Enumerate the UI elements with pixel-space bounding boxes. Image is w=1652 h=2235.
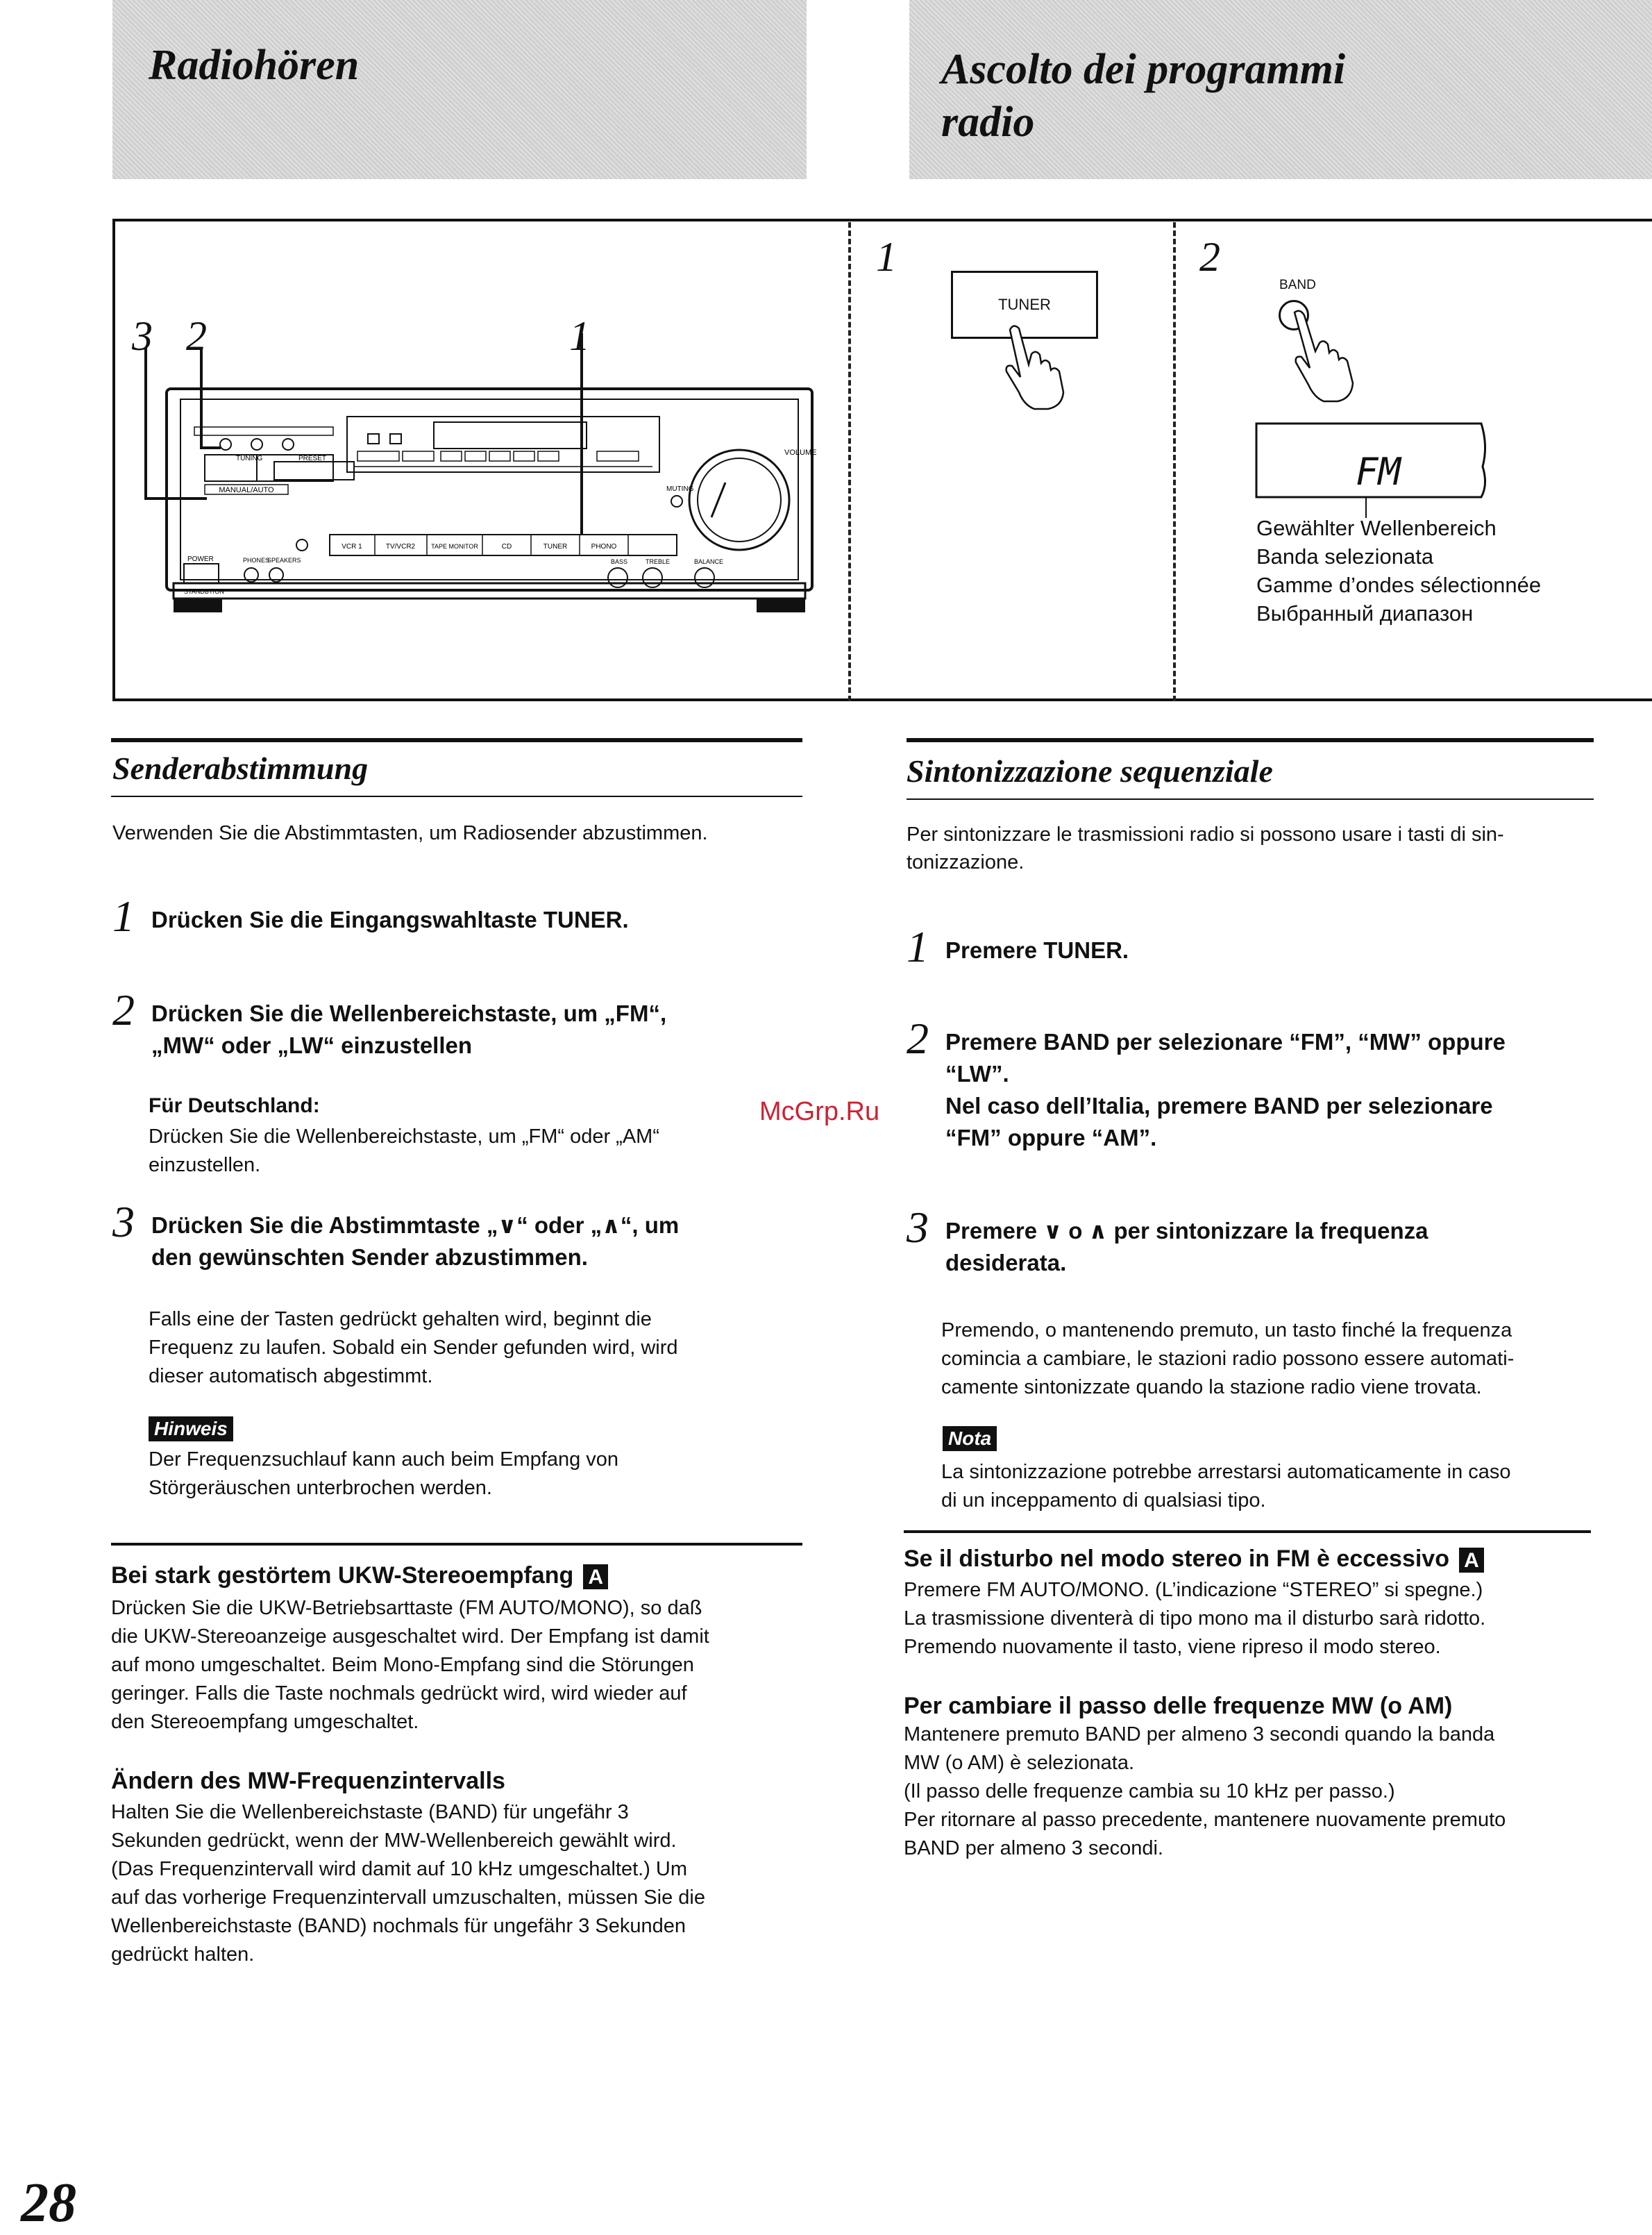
it-sub-rule (904, 1530, 1591, 1533)
de-step-3 (112, 1197, 680, 1273)
de-note-line2: Störgeräuschen unterbrochen werden. (149, 1477, 492, 1499)
de-step-1 (112, 892, 629, 941)
de-note-body (149, 1446, 800, 1502)
it-step-3-line2: desiderata. (945, 1250, 1067, 1275)
de-sub2-line4: auf das vorherige Frequenzintervall umzuschalten, müssen Sie die (111, 1886, 705, 1909)
it-sub1-line3: Premendo nuovamente il tasto, viene ripreso il modo stereo. (904, 1636, 1441, 1658)
it-step-2-line4: “FM” oppure “AM”. (945, 1125, 1157, 1150)
de-step-3-line2: den gewünschten Sender abzustimmen. (151, 1244, 588, 1270)
tv-label: TV/VCR2 (385, 543, 416, 551)
de-sub2-line1: Halten Sie die Wellenbereichstaste (BAND) für ungefähr 3 (111, 1801, 629, 1823)
bass-label: BASS (611, 558, 628, 565)
de-sub2-body (111, 1798, 800, 1969)
de-step-2-text (151, 989, 666, 1062)
figure-step-2-number: 2 (1199, 234, 1220, 280)
it-sub2-body (904, 1721, 1591, 1863)
de-step-3-body-line3: dieser automatisch abgestimmt. (149, 1365, 433, 1387)
vcr-label: VCR 1 (342, 543, 362, 551)
phones-label: PHONES (243, 557, 270, 564)
fm-display-text: FM (1356, 450, 1401, 494)
it-step-3-body (941, 1316, 1591, 1402)
caption-de: Gewählter Wellenbereich (1256, 516, 1497, 540)
de-sub2-line5: Wellenbereichstaste (BAND) nochmals für ungefähr 3 Sekunden (111, 1915, 686, 1937)
it-note-line2: di un inceppamento di qualsiasi tipo. (941, 1489, 1266, 1512)
cd-label: CD (501, 543, 512, 551)
volume-label: VOLUME (784, 449, 817, 457)
de-germany-heading: Für Deutschland: (149, 1094, 320, 1117)
de-sub1-line3: auf mono umgeschaltet. Beim Mono-Empfang sind die Störungen (111, 1654, 694, 1676)
de-sub2-line3: (Das Frequenzintervall wird damit auf 10 kHz umgeschaltet.) Um (111, 1858, 688, 1880)
it-step-3 (907, 1203, 1428, 1279)
it-heading-underline (907, 798, 1594, 800)
it-step-1 (907, 922, 1129, 971)
it-step-3-number: 3 (907, 1203, 929, 1252)
de-germany-line1: Drücken Sie die Wellenbereichstaste, um „FM“ oder „AM“ (149, 1125, 659, 1148)
de-step-3-line1: Drücken Sie die Abstimmtaste „∨“ oder „∧“, um (151, 1212, 680, 1238)
it-step-2-line3: Nel caso dell’Italia, premere BAND per selezionare (945, 1093, 1493, 1119)
callout-1: 1 (569, 313, 590, 359)
it-step-2-text (945, 1018, 1506, 1154)
de-sub1-line4: geringer. Falls die Taste nochmals gedrückt wird, wird wieder auf (111, 1682, 687, 1705)
it-note-body (941, 1458, 1591, 1515)
de-sub1-badge: A (583, 1564, 608, 1589)
standby-label: STANDBY/ON (184, 588, 224, 595)
tuner-panel-label: TUNER (543, 543, 568, 551)
manual-auto-label: MANUAL/AUTO (219, 486, 274, 494)
it-step-3-body-line1: Premendo, o mantenendo premuto, un tasto finché la frequenza (941, 1319, 1512, 1341)
it-sub1-badge: A (1459, 1548, 1484, 1573)
tape-label: TAPE MONITOR (431, 543, 478, 550)
de-heading-underline (111, 796, 802, 797)
it-sub2-line4: Per ritornare al passo precedente, mantenere nuovamente premuto (904, 1809, 1506, 1831)
it-sub1-line2: La trasmissione diventerà di tipo mono ma il disturbo sarà ridotto. (904, 1607, 1486, 1630)
it-sub2-line5: BAND per almeno 3 secondi. (904, 1837, 1163, 1859)
de-step-2 (112, 985, 667, 1062)
it-intro-line1: Per sintonizzare le trasmissioni radio si possono usare i tasti di sin- (907, 823, 1504, 846)
treble-label: TREBLE (646, 558, 671, 565)
de-sub1-line2: die UKW-Stereoanzeige ausgeschaltet wird. Der Empfang ist damit (111, 1625, 709, 1648)
de-step-2-line2: „MW“ oder „LW“ einzustellen (151, 1032, 473, 1058)
preset-label: PRESET (298, 455, 327, 462)
de-note-line1: Der Frequenzsuchlauf kann auch beim Empfang von (149, 1448, 619, 1471)
it-step-3-line1: Premere ∨ o ∧ per sintonizzare la frequenza (945, 1218, 1428, 1244)
it-sub1-heading (904, 1544, 1484, 1573)
it-note-badge: Nota (943, 1426, 997, 1451)
power-label: POWER (187, 555, 214, 563)
de-sub1-heading (111, 1561, 608, 1590)
hand-press-icon (986, 316, 1083, 413)
caption-ru: Выбранный диапазон (1256, 601, 1474, 626)
it-sub1-body (904, 1576, 1591, 1661)
figure-divider-2 (1173, 222, 1176, 701)
it-step-2-line2: “LW”. (945, 1061, 1009, 1087)
fm-display-window (1255, 421, 1491, 518)
de-germany-line2: einzustellen. (149, 1154, 261, 1176)
de-sub1-line5: den Stereoempfang umgeschaltet. (111, 1711, 419, 1733)
it-sub1-heading-text: Se il disturbo nel modo stereo in FM è eccessivo (904, 1546, 1449, 1572)
de-step-1-text: Drücken Sie die Eingangswahltaste TUNER. (151, 907, 629, 932)
page-title-it-line1: Ascolto dei programmi (941, 46, 1346, 93)
phono-label: PHONO (591, 543, 617, 551)
de-section-rule (111, 738, 802, 742)
page-number: 28 (21, 2173, 76, 2234)
de-sub1-line1: Drücken Sie die UKW-Betriebsarttaste (FM AUTO/MONO), so daß (111, 1597, 702, 1619)
receiver-front-panel-drawing (118, 305, 840, 639)
muting-label: MUTING (666, 485, 694, 493)
it-note-line1: La sintonizzazione potrebbe arrestarsi automaticamente in caso (941, 1461, 1511, 1483)
de-step-2-line1: Drücken Sie die Wellenbereichstaste, um „FM“, (151, 1001, 667, 1026)
de-sub1-heading-text: Bei stark gestörtem UKW-Stereoempfang (111, 1562, 574, 1589)
de-sub2-line6: gedrückt halten. (111, 1943, 255, 1966)
caption-it: Banda selezionata (1256, 544, 1434, 569)
hand-press-icon-2 (1288, 305, 1378, 406)
it-sub2-line2: MW (o AM) è selezionata. (904, 1752, 1134, 1774)
it-step-3-text (945, 1207, 1428, 1279)
de-sub2-line2: Sekunden gedrückt, wenn der MW-Wellenbereich gewählt wird. (111, 1830, 677, 1852)
page-title-it-line2: radio (941, 99, 1035, 146)
it-step-1-number: 1 (907, 922, 929, 971)
figure-divider-1 (848, 222, 851, 701)
it-intro (907, 821, 1594, 876)
it-section-rule (907, 738, 1594, 742)
band-caption (1256, 514, 1541, 628)
it-sub2-line3: (Il passo delle frequenze cambia su 10 kHz per passo.) (904, 1780, 1395, 1802)
callout-3: 3 (132, 313, 153, 359)
de-note-badge: Hinweis (149, 1416, 233, 1441)
page-title-de: Radiohören (149, 42, 360, 89)
caption-fr: Gamme d’ondes sélectionnée (1256, 573, 1542, 597)
it-section-heading: Sintonizzazione sequenziale (907, 753, 1273, 789)
de-intro: Verwenden Sie die Abstimmtasten, um Radiosender abzustimmen. (112, 822, 708, 844)
tuning-label: TUNING (236, 455, 263, 462)
de-step-3-number: 3 (112, 1197, 135, 1246)
de-step-1-number: 1 (112, 892, 135, 941)
band-button-label: BAND (1279, 278, 1316, 292)
watermark: McGrp.Ru (759, 1097, 880, 1126)
it-step-2-number: 2 (907, 1014, 929, 1063)
de-step-3-body-line2: Frequenz zu laufen. Sobald ein Sender gefunden wird, wird (149, 1337, 678, 1359)
it-step-2-line1: Premere BAND per selezionare “FM”, “MW” oppure (945, 1029, 1506, 1055)
balance-label: BALANCE (694, 558, 724, 565)
it-sub2-line1: Mantenere premuto BAND per almeno 3 secondi quando la banda (904, 1723, 1495, 1746)
de-sub1-body (111, 1594, 800, 1736)
de-sub2-heading: Ändern des MW-Frequenzintervalls (111, 1768, 505, 1794)
it-step-2 (907, 1014, 1506, 1154)
de-step-3-text (151, 1201, 679, 1273)
it-step-3-body-line2: comincia a cambiare, le stazioni radio possono essere automati- (941, 1348, 1515, 1370)
it-intro-line2: tonizzazione. (907, 851, 1025, 873)
it-sub2-heading: Per cambiare il passo delle frequenze MW (o AM) (904, 1693, 1453, 1719)
it-sub1-line1: Premere FM AUTO/MONO. (L’indicazione “STEREO” si spegne.) (904, 1579, 1483, 1601)
it-step-1-text: Premere TUNER. (945, 937, 1129, 963)
de-step-3-body (149, 1305, 800, 1391)
de-step-2-number: 2 (112, 985, 135, 1035)
de-sub-rule (111, 1543, 802, 1546)
de-step-3-body-line1: Falls eine der Tasten gedrückt gehalten wird, beginnt die (149, 1308, 652, 1330)
callout-2: 2 (186, 313, 207, 359)
de-germany-body (149, 1123, 800, 1180)
it-step-3-body-line3: camente sintonizzate quando la stazione radio viene trovata. (941, 1376, 1482, 1398)
speakers-label: SPEAKERS (267, 557, 301, 564)
de-section-heading: Senderabstimmung (112, 751, 369, 786)
tuner-button[interactable]: TUNER (951, 271, 1098, 339)
figure-step-1-number: 1 (876, 234, 897, 280)
